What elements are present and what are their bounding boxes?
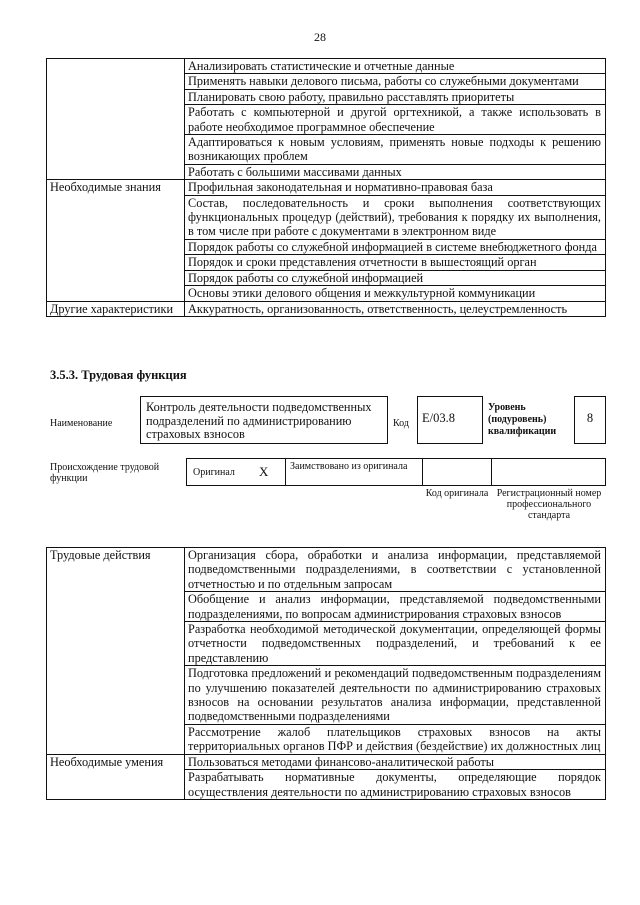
table-row xyxy=(47,59,606,74)
code-box xyxy=(417,396,483,444)
other-characteristics-value: Аккуратность, организованность, ответственность, целеустремленность xyxy=(185,301,606,316)
original-label: Оригинал xyxy=(193,467,235,478)
knowledge-label: Необходимые знания xyxy=(47,180,185,301)
knowledge-cell: Основы этики делового общения и межкультурной коммуникации xyxy=(185,286,606,301)
other-characteristics-label: Другие характеристики xyxy=(47,301,185,316)
skills-label: Необходимые умения xyxy=(47,754,185,799)
original-mark: X xyxy=(259,464,269,479)
table-row xyxy=(47,301,606,316)
level-value: 8 xyxy=(586,411,594,425)
level-label: Уровень (подуровень) квалификации xyxy=(488,402,557,437)
borrowed-label: Заимствовано из оригинала xyxy=(290,461,408,472)
table-row xyxy=(47,180,606,195)
skill-cell: Разрабатывать нормативные документы, определяющие порядок осуществления деятельности по администрированию страховых взносов xyxy=(185,770,606,800)
skill-cell: Применять навыки делового письма, работы со служебными документами xyxy=(185,74,606,89)
knowledge-cell: Профильная законодательная и нормативно-правовая база xyxy=(185,180,606,195)
action-cell: Организация сбора, обработки и анализа информации, представляемой подведомственными подразделениями, в соответствии с установленной отчетностью и по отдельным запросам xyxy=(185,548,606,592)
reg-caption: Регистрационный номер профессионального стандарта xyxy=(496,488,602,521)
skills-label-cell xyxy=(47,59,185,180)
skill-cell: Адаптироваться к новым условиям, применять новые подходы к решению возникающих проблем xyxy=(185,135,606,165)
skill-cell: Работать с большими массивами данных xyxy=(185,164,606,179)
code-caption: Код оригинала xyxy=(425,488,489,499)
level-box xyxy=(574,396,606,444)
action-cell: Рассмотрение жалоб плательщиков страховых взносов на акты территориальных органов ПФР и действия (бездействие) их должностных лиц xyxy=(185,724,606,754)
knowledge-cell: Состав, последовательность и сроки выполнения соответствующих функциональных процедур (действий), требования к порядку их выполнения, в том числе при работе с документами в электронном виде xyxy=(185,195,606,239)
action-cell: Обобщение и анализ информации, представляемой подведомственными подразделениями, по вопросам администрирования страховых взносов xyxy=(185,592,606,622)
table-row xyxy=(47,548,606,592)
page-number: 28 xyxy=(314,30,326,44)
code-label: Код xyxy=(393,418,409,429)
name-box xyxy=(140,396,388,444)
skill-cell: Работать с компьютерной и другой оргтехникой, а также использовать в работе необходимое программное обеспечение xyxy=(185,105,606,135)
name-label: Наименование xyxy=(50,418,113,429)
skill-cell: Пользоваться методами финансово-аналитической работы xyxy=(185,754,606,769)
action-cell: Подготовка предложений и рекомендаций подведомственным подразделениям по улучшению показателей деятельности по администрированию страховых взносов на основании результатов анализа информации, представленной подведомственными подразделениями xyxy=(185,666,606,725)
origin-label: Происхождение трудовой функции xyxy=(50,462,160,484)
table-row xyxy=(47,754,606,769)
reg-number-box xyxy=(491,458,606,486)
code-value: Е/03.8 xyxy=(422,411,455,425)
knowledge-cell: Порядок работы со служебной информацией в системе внебюджетного фонда xyxy=(185,239,606,254)
knowledge-cell: Порядок работы со служебной информацией xyxy=(185,270,606,285)
competency-table-continued xyxy=(46,58,606,317)
skill-cell: Анализировать статистические и отчетные данные xyxy=(185,59,606,74)
original-box xyxy=(186,458,286,486)
actions-label: Трудовые действия xyxy=(47,548,185,755)
action-cell: Разработка необходимой методической документации, определяющей формы отчетности подведомственных подразделений, и требований к ее представлению xyxy=(185,622,606,666)
knowledge-cell: Порядок и сроки представления отчетности в вышестоящий орган xyxy=(185,255,606,270)
labor-function-table xyxy=(46,547,606,800)
origin-code-box xyxy=(422,458,492,486)
section-title: 3.5.3. Трудовая функция xyxy=(50,368,187,382)
borrowed-box xyxy=(285,458,423,486)
skill-cell: Планировать свою работу, правильно расставлять приоритеты xyxy=(185,89,606,104)
name-value: Контроль деятельности подведомственных подразделений по администрированию страховых взносов xyxy=(146,400,372,442)
